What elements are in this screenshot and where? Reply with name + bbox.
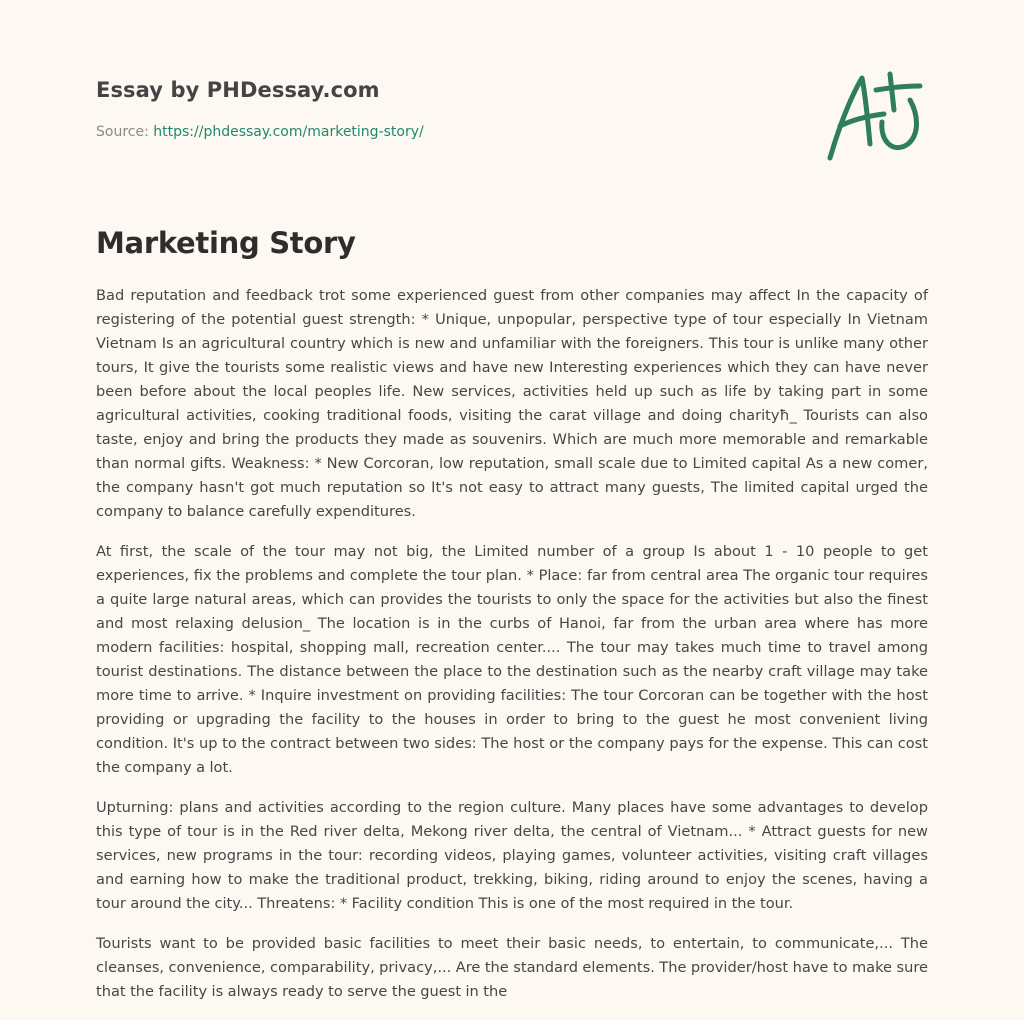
source-label: Source:	[96, 124, 154, 140]
source-link[interactable]: https://phdessay.com/marketing-story/	[153, 124, 424, 140]
source-line	[96, 124, 424, 140]
site-brand: Essay by PHDessay.com	[96, 78, 380, 102]
paragraph: At first, the scale of the tour may not big, the Limited number of a group Is about 1 - 10 people to get experiences, fix the problems and complete the tour plan. * Place: far from central area The organic tour requires a quite large natural areas, which can provides the tourists to only the space for the activities but also the finest and most relaxing delusion_ The location is in the curbs of Hanoi, far from the urban area where has more modern facilities: hospital, shopping mall, recreation center.... The tour may takes much time to travel among tourist destinations. The distance between the place to the destination such as the nearby craft village may take more time to arrive. * Inquire investment on providing facilities: The tour Corcoran can be together with the host providing or upgrading the facility to the houses in order to bring to the guest he most convenient living condition. It's up to the contract between two sides: The host or the company pays for the expense. This can cost the company a lot.	[96, 543, 928, 776]
a-plus-logo-icon	[824, 68, 928, 164]
paragraph: Tourists want to be provided basic facilities to meet their basic needs, to entertain, to communicate,... The cleanses, convenience, comparability, privacy,... Are the standard elements. The provider/host have to make sure that the facility is always ready to serve the guest in the	[96, 935, 928, 1000]
page-title: Marketing Story	[96, 226, 356, 260]
paragraph: Bad reputation and feedback trot some experienced guest from other companies may affect In the capacity of registering of the potential guest strength: * Unique, unpopular, perspective type of tour especially In Vietnam Vietnam Is an agricultural country which is new and unfamiliar with the foreigners. This tour is unlike many other tours, It give the tourists some realistic views and have new Interesting experiences which they can have never been before about the local peoples life. New services, activities held up such as life by taking part in some agricultural activities, cooking traditional foods, visiting the carat village and doing charityħ_ Tourists can also taste, enjoy and bring the products they made as souvenirs. Which are much more memorable and remarkable than normal gifts. Weakness: * New Corcoran, low reputation, small scale due to Limited capital As a new comer, the company hasn't got much reputation so It's not easy to attract many guests, The limited capital urged the company to balance carefully expenditures.	[96, 287, 928, 520]
paragraph: Upturning: plans and activities according to the region culture. Many places have some advantages to develop this type of tour is in the Red river delta, Mekong river delta, the central of Vietnam... * Attract guests for new services, new programs in the tour: recording videos, playing games, volunteer activities, visiting craft villages and earning how to make the traditional product, trekking, biking, riding around to enjoy the scenes, having a tour around the city... Threatens: * Facility condition This is one of the most required in the tour.	[96, 799, 928, 912]
article-body	[96, 284, 928, 1020]
